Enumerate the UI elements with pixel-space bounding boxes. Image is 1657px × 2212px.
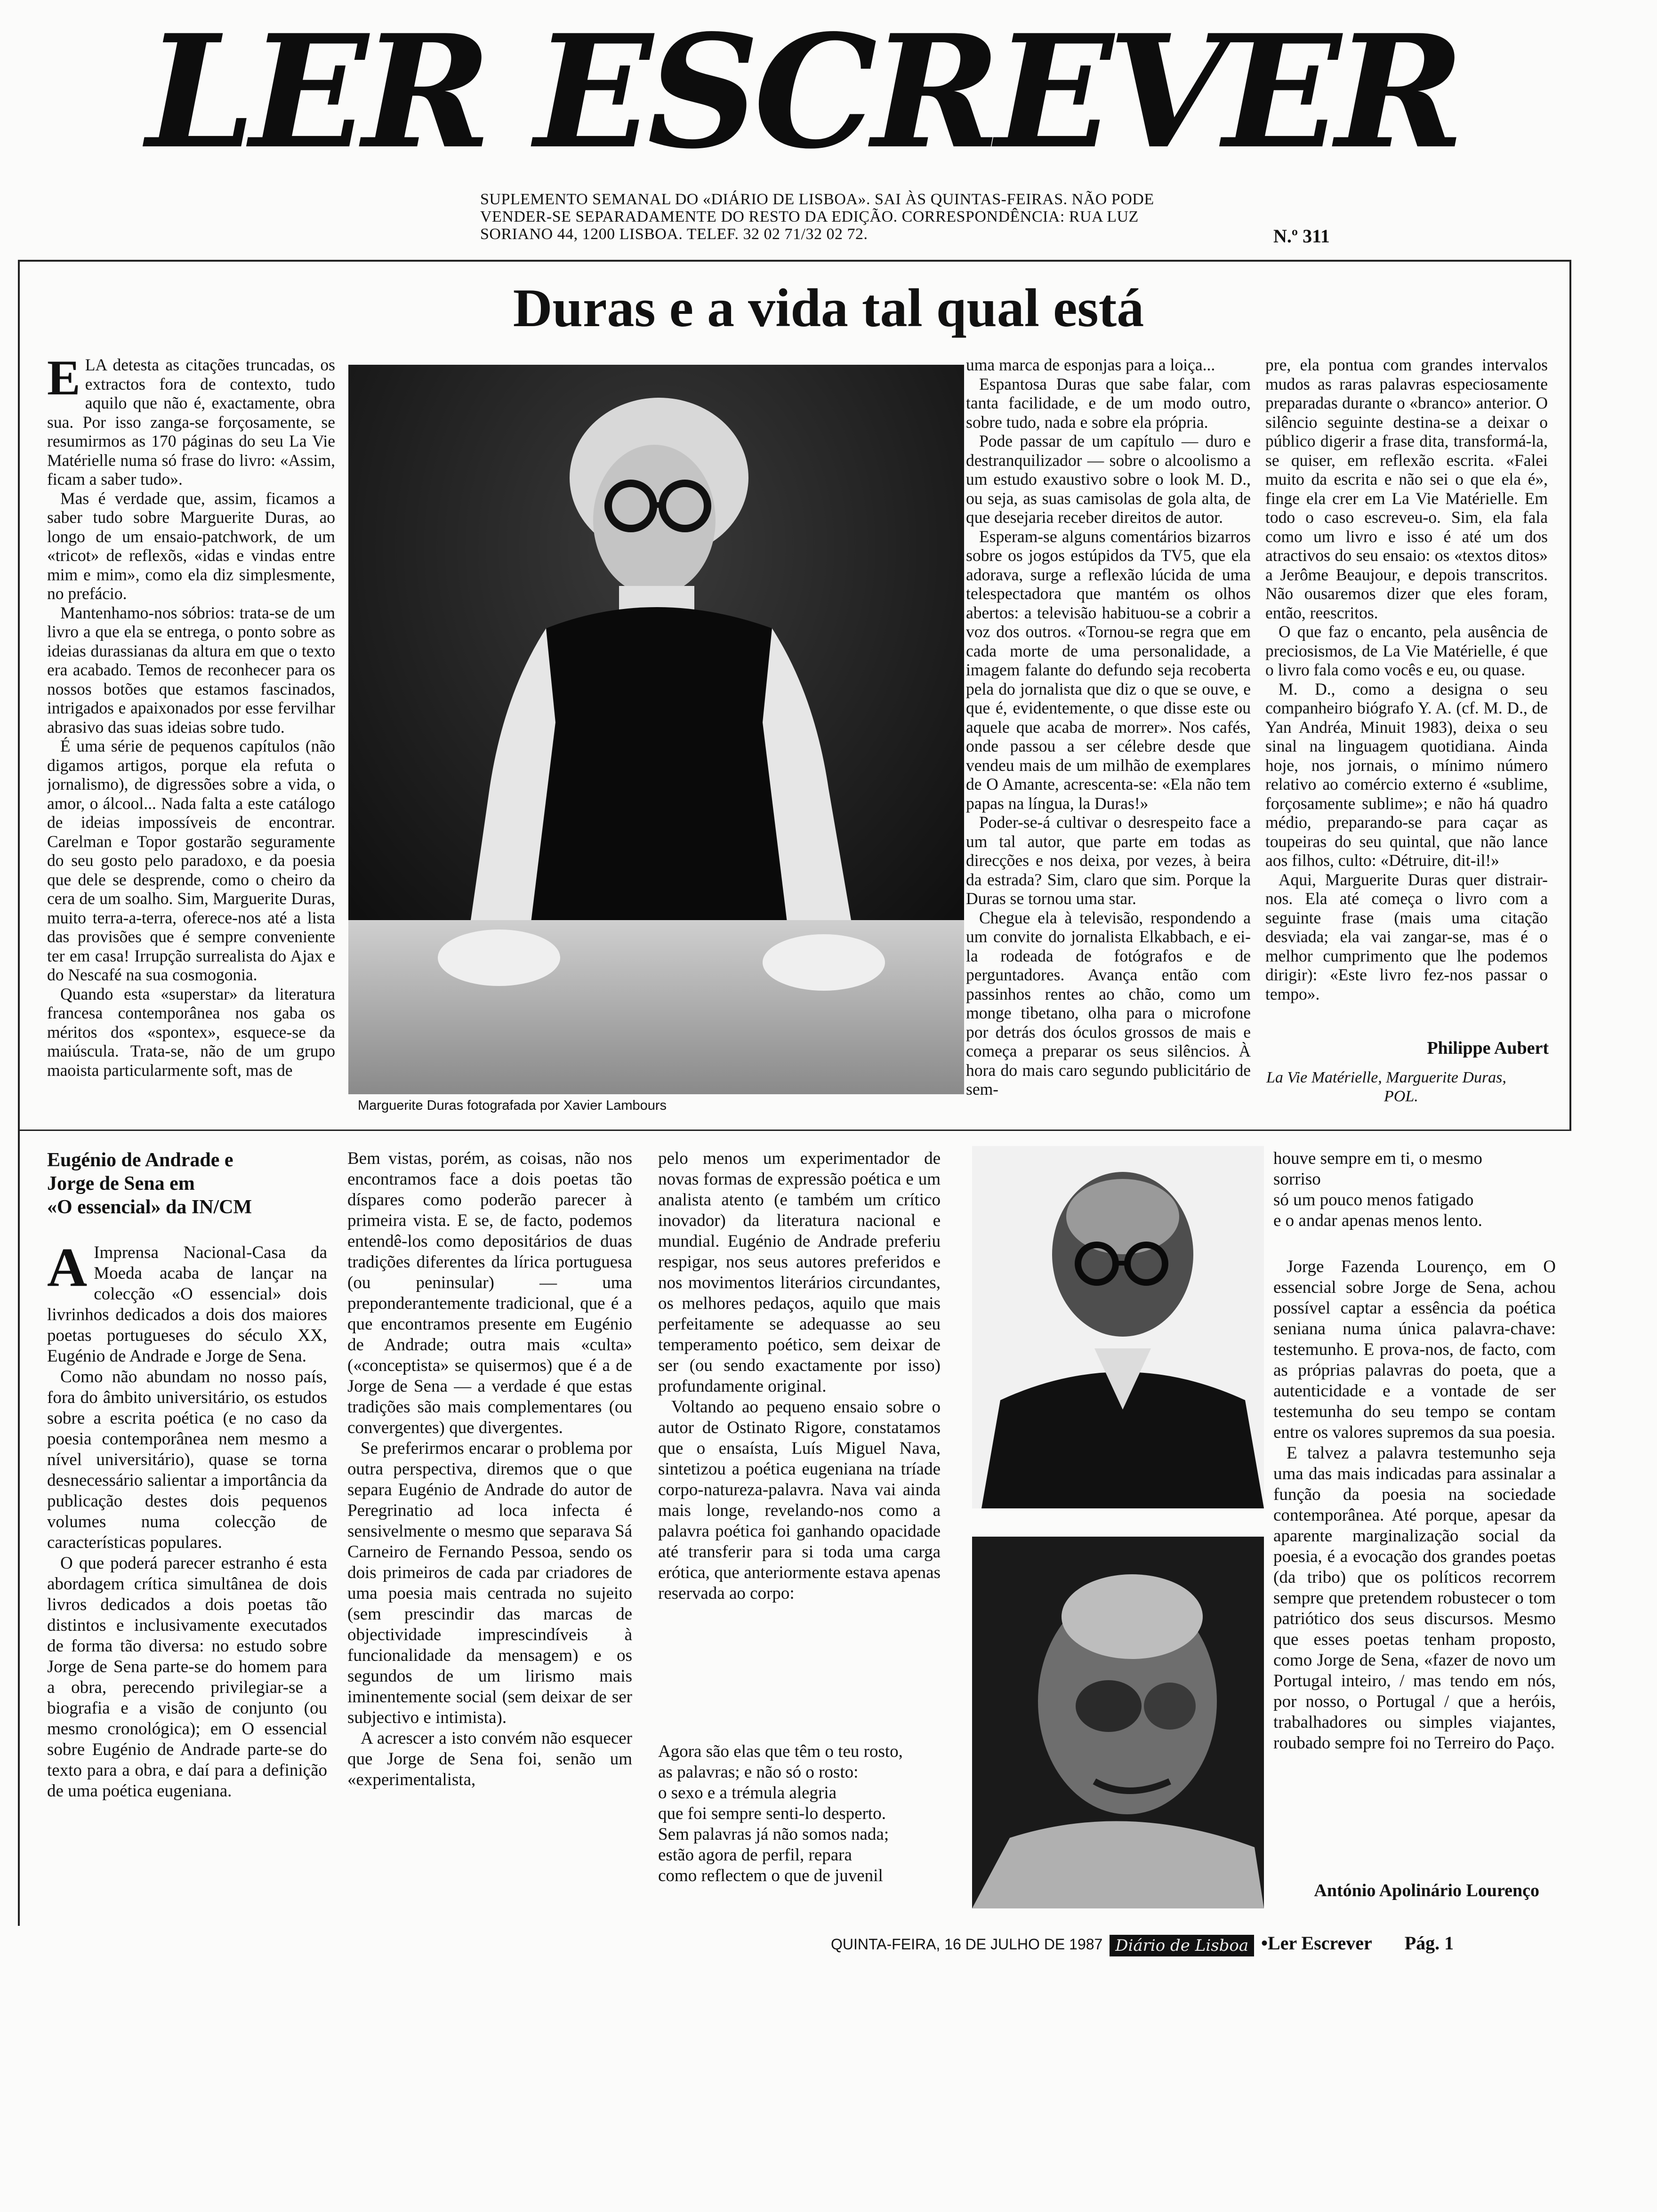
eugenio-de-andrade-photo xyxy=(972,1146,1264,1508)
paragraph: Como não abundam no nosso país, fora do âmbito universitário, os estudos sobre a escrita poética (e no caso da poesia contemporânea nem mesmo a nível universitário), quase se torna desnecessário salientar a importância da publicação destes dois pequenos volumes numa colecção de características populares. xyxy=(47,1367,327,1552)
footer-date: QUINTA-FEIRA, 16 DE JULHO DE 1987 xyxy=(831,1936,1103,1953)
duras-photo xyxy=(348,365,964,1094)
dropcap: E xyxy=(47,355,80,405)
paragraph: Quando esta «superstar» da literatura francesa contemporânea nos gaba os méritos dos «spontex», esquece-se da maiúscula. Trata-se, não de um grupo maoista particularmente soft, mas de xyxy=(47,984,335,1080)
paragraph: E talvez a palavra testemunho seja uma das mais indicadas para assinalar a função da poesia na sociedade contemporânea. Até porque, apesar da aparente marginalização social da poesia, é a evocação dos grandes poetas (da tribo) que os políticos recorrem sempre que pretendem robustecer o tom patriótico dos seus discursos. Mesmo que esses poetas tenham proposto, como Jorge de Sena, «fazer de novo um Portugal inteiro, / mas tendo em nós, por nosso, o Portugal / que a heróis, trabalhadores ou simples viajantes, roubado sempre foi no Terreiro do Paço. xyxy=(1273,1443,1556,1753)
poem-line: Sem palavras já não somos nada; xyxy=(658,1825,889,1844)
portrait-image xyxy=(972,1537,1264,1908)
paragraph: Voltando ao pequeno ensaio sobre o autor de Ostinato Rigore, constatamos que o ensaísta, Luís Miguel Nava, sintetizou a poética eugeniana na tríade corpo-natureza-palavra. Nava vai ainda mais longe, revelando-nos como a palavra poética foi ganhando opacidade até transferir para si toda uma carga erótica, que anteriormente estava apenas reservada ao corpo: xyxy=(658,1397,941,1603)
paragraph: Chegue ela à televisão, respondendo a um convite do jornalista Elkabbach, e ei-la rodeada de fotógrafos e de perguntadores. Avança então com passinhos rentes ao chão, como um monge tibetano, olha para o microfone por detrás dos óculos grossos de mais e começa a preparar os seus silêncios. À hora do mais caro segundo publicitário de sem- xyxy=(966,908,1251,1098)
book-reference-line: La Vie Matérielle, Marguerite Duras, xyxy=(1266,1069,1506,1086)
paragraph: O que poderá parecer estranho é esta abordagem crítica simultânea de dois livros dedicados a dois poetas tão distintos e inclusivamente executados de forma tão diversa: no estudo sobre Jorge de Sena parte-se do homem para a obra, perecendo privilegiar-se a biografia e a visão de conjunto (ou mesmo cronológica); em O essencial sobre Eugénio de Andrade parte-se do texto para a obra, e daí para a definição de uma poética eugeniana. xyxy=(47,1554,327,1801)
paragraph: LA detesta as citações truncadas, os extractos fora de contexto, tudo aquilo que não é, exactamente, obra sua. Por isso zanga-se forçosamente, se resumirmos as 170 páginas do seu La Vie Matérielle numa só frase do livro: «Assim, ficam a saber tudo». xyxy=(47,355,335,489)
poem-line: estão agora de perfil, repara xyxy=(658,1845,852,1865)
jorge-de-sena-photo xyxy=(972,1537,1264,1908)
poem-continuation xyxy=(1273,1148,1556,1231)
article2-headline xyxy=(47,1148,330,1219)
paragraph: Aqui, Marguerite Duras quer distrair-nos. Ela até começa o livro com a seguinte frase (mais uma citação desviada; ela vai zangar-se, mas é o melhor cumprimento que lhe podemos dirigir): «Este livro fez-nos passar o tempo». xyxy=(1265,870,1548,1003)
left-rule xyxy=(18,260,20,1926)
portrait-image xyxy=(972,1146,1264,1508)
poem-line: Agora são elas que têm o teu rosto, xyxy=(658,1742,903,1761)
article1-column-3 xyxy=(1265,355,1548,1033)
poem-line: que foi sempre senti-lo desperto. xyxy=(658,1804,886,1823)
paragraph: Imprensa Nacional-Casa da Moeda acaba de lançar na colecção «O essencial» dois livrinhos dedicados a dois dos maiores poetas portugueses do século XX, Eugénio de Andrade e Jorge de Sena. xyxy=(47,1243,327,1366)
headline-line: «O essencial» da IN/CM xyxy=(47,1196,252,1218)
paragraph: Bem vistas, porém, as coisas, não nos encontramos face a dois poetas tão díspares como poderão parecer à primeira vista. E se, de facto, podemos entendê-los como depositários de duas tradições diferentes da lírica portuguesa (ou peninsular) — uma preponderantemente tradicional, que é a que encontramos presente em Eugénio de Andrade; outra mais «culta» («conceptista» se quisermos) que é a de Jorge de Sena — a verdade é que estas tradições são mais complementares (ou convergentes) que divergentes. xyxy=(347,1149,632,1437)
headline-line: Jorge de Sena em xyxy=(47,1173,195,1194)
poem-line: as palavras; e não só o rosto: xyxy=(658,1763,859,1782)
section-divider xyxy=(18,1130,1571,1131)
article2-column-2 xyxy=(347,1148,632,1901)
paragraph: Poder-se-á cultivar o desrespeito face a um tal autor, que parte em todas as direcções e nos deixa, por vezes, à beira da estrada? Sim, claro que sim. Porque la Duras se tornou uma star. xyxy=(966,813,1251,908)
paragraph: É uma série de pequenos capítulos (não digamos artigos, porque ela refuta o jornalismo), de digressões sobre a vida, o amor, o álcool... Nada falta a este catálogo de ideias impossíveis de encontrar. Carelman e Topor gostarão seguramente do seu gosto pelo paradoxo, e da poesia que dele se desprende, como o cheiro da cera de um soalho. Sim, Marguerite Duras, muito terra-a-terra, oferece-nos até a lista das provisões que é sempre conveniente ter em casa! Irrupção surrealista do Ajax e do Nescafé na sua cosmogonia. xyxy=(47,737,335,984)
masthead-title: LER ESCREVER xyxy=(146,5,1459,179)
paragraph: Mas é verdade que, assim, ficamos a saber tudo sobre Marguerite Duras, ao longo de um ensaio-patchwork, de um «tricot» de reflexõs, «idas e vindas entre mim e mim», como ela diz simplesmente, no prefácio. xyxy=(47,489,335,603)
paragraph: pre, ela pontua com grandes intervalos mudos as raras palavras especiosamente preparadas durante o «branco» anterior. O silêncio seguinte destina-se a deixar o público digerir a frase dita, transformá-la, se quiser, em reflexão escrita. «Falei muito da escrita e não sei o que ela é», finge ela crer em La Vie Matérielle. Em todo o caso escreveu-o. Sim, ela fala como um livro e isso é até um dos atractivos do seu ensaio: os «textos ditos» a Jerôme Beaujour, e depois transcritos. Não ousaremos dizer que eles foram, então, reescritos. xyxy=(1265,355,1548,622)
paragraph: A acrescer a isto convém não esquecer que Jorge de Sena foi, senão um «experimentalista, xyxy=(347,1729,632,1789)
headline-line: Eugénio de Andrade e xyxy=(47,1149,233,1171)
article2-author: António Apolinário Lourenço xyxy=(1314,1881,1539,1900)
page-number: Pág. 1 xyxy=(1404,1932,1454,1954)
dropcap: A xyxy=(47,1242,88,1298)
diario-de-lisboa-logo: Diário de Lisboa xyxy=(1110,1935,1254,1956)
portrait-image xyxy=(348,365,964,1094)
supplement-info: SUPLEMENTO SEMANAL DO «DIÁRIO DE LISBOA». SAI ÀS QUINTAS-FEIRAS. NÃO PODE VENDER-SE SEPARADAMENTE DO RESTO DA EDIÇÃO. CORRESPONDÊNCIA: RUA LUZ SORIANO 44, 1200 LISBOA. TELEF. 32 02 71/32 02 72. xyxy=(480,191,1154,243)
paragraph: pelo menos um experimentador de novas formas de expressão poética e um analista atento (e também um crítico inovador) da literatura nacional e mundial. Eugénio de Andrade preferiu respigar, nos seus autores preferidos e nos movimentos literários circundantes, os melhores pedaços, aquilo que mais perfeitamente se adequasse ao seu temperamento poético, sem deixar de ser (ou sendo exactamente por isso) profundamente original. xyxy=(658,1149,941,1396)
paragraph: M. D., como a designa o seu companheiro biógrafo Y. A. (cf. M. D., de Yan Andréa, Minuit 1983), deixa o seu sinal na linguagem quotidiana. Ainda hoje, nos jornais, o mínimo número relativo ao comércio externo é «sublime, forçosamente sublime»; e não há quadro médio, preparando-se para caçar as toupeiras do seu quintal, que não lance aos filhos, culto: «Détruire, dit-il!» xyxy=(1265,679,1548,870)
right-rule xyxy=(1569,260,1571,1130)
article2-column-4 xyxy=(1273,1257,1556,1878)
photo-caption: Marguerite Duras fotografada por Xavier Lambours xyxy=(358,1098,667,1113)
article2-column-1 xyxy=(47,1242,327,1899)
poem-excerpt xyxy=(658,1741,950,1886)
article2-column-3 xyxy=(658,1148,941,1737)
issue-number: N.º 311 xyxy=(1273,225,1330,247)
poem-line: e o andar apenas menos lento. xyxy=(1273,1211,1482,1230)
poem-line: houve sempre em ti, o mesmo xyxy=(1273,1149,1482,1168)
paragraph: Mantenhamo-nos sóbrios: trata-se de um livro a que ela se entrega, o ponto sobre as ideias durassianas da altura em que o texto era acabado. Temos de reconhecer para os nossos botões que estamos fascinados, intrigados e apaixonados por esse fervilhar abrasivo das suas ideias sobre tudo. xyxy=(47,603,335,737)
paragraph: Espantosa Duras que sabe falar, com tanta facilidade, e de um modo outro, sobre tudo, nada e sobre ela própria. xyxy=(966,374,1251,432)
article1-column-1 xyxy=(47,355,335,1127)
paragraph: Jorge Fazenda Lourenço, em O essencial sobre Jorge de Sena, achou possível captar a essência da poética seniana numa única palavra-chave: testemunho. E prova-nos, de facto, com as próprias palavras do poeta, que a autenticidade e a vontade de ser testemunha do seu tempo se contam entre os valores supremos da sua poesia. xyxy=(1273,1257,1556,1442)
footer-supplement-name: •Ler Escrever xyxy=(1261,1932,1372,1954)
poem-line: como reflectem o que de juvenil xyxy=(658,1866,883,1885)
top-rule xyxy=(18,260,1571,262)
paragraph: Esperam-se alguns comentários bizarros sobre os jogos estúpidos da TV5, que ela adorava, surge a reflexão lúcida de uma telespectadora que mantém os olhos abertos: a televisão habituou-se a cobrir a voz dos outros. «Tornou-se regra que em cada morte de uma personalidade, a imagem falante do defundo seja recoberta pela do jornalista que diz o que se ouve, e que é, evidentemente, o que disse este ou aquele que acaba de morrer». Nos cafés, onde passou a ser célebre desde que vendeu mais de um milhão de exemplares de O Amante, acrescenta-se: «Ela não tem papas na língua, la Duras!» xyxy=(966,527,1251,813)
book-reference-line: POL. xyxy=(1384,1088,1418,1105)
article1-author: Philippe Aubert xyxy=(1427,1038,1549,1058)
paragraph: uma marca de esponjas para a loiça... xyxy=(966,355,1215,374)
book-reference xyxy=(1266,1068,1549,1106)
article-headline: Duras e a vida tal qual está xyxy=(513,278,1144,338)
paragraph: Se preferirmos encarar o problema por outra perspectiva, diremos que o que separa Eugénio de Andrade do autor de Peregrinatio ad loca infecta é sensivelmente o mesmo que separava Sá Carneiro de Fernando Pessoa, sendo os dois primeiros de cada par criadores de uma poesia mais centrada no sujeito (sem prescindir das marcas de objectividade imprescindíveis à funcionalidade da mensagem) e os segundos de um lirismo mais iminentemente social (sem deixar de ser subjectivo e intimista). xyxy=(347,1439,632,1727)
paragraph: Pode passar de um capítulo — duro e destranquilizador — sobre o alcoolismo a um estudo exaustivo sobre o look M. D., ou seja, as suas camisolas de gola alta, de que desejaria receber direitos de autor. xyxy=(966,432,1251,527)
poem-line: sorriso xyxy=(1273,1170,1321,1189)
poem-line: só um pouco menos fatigado xyxy=(1273,1190,1474,1210)
poem-line: o sexo e a trémula alegria xyxy=(658,1783,837,1803)
article1-column-2 xyxy=(966,355,1251,1127)
paragraph: O que faz o encanto, pela ausência de preciosismos, de La Vie Matérielle, é que o livro fala como vocês e eu, ou quase. xyxy=(1265,622,1548,679)
page-footer xyxy=(831,1930,1565,1958)
